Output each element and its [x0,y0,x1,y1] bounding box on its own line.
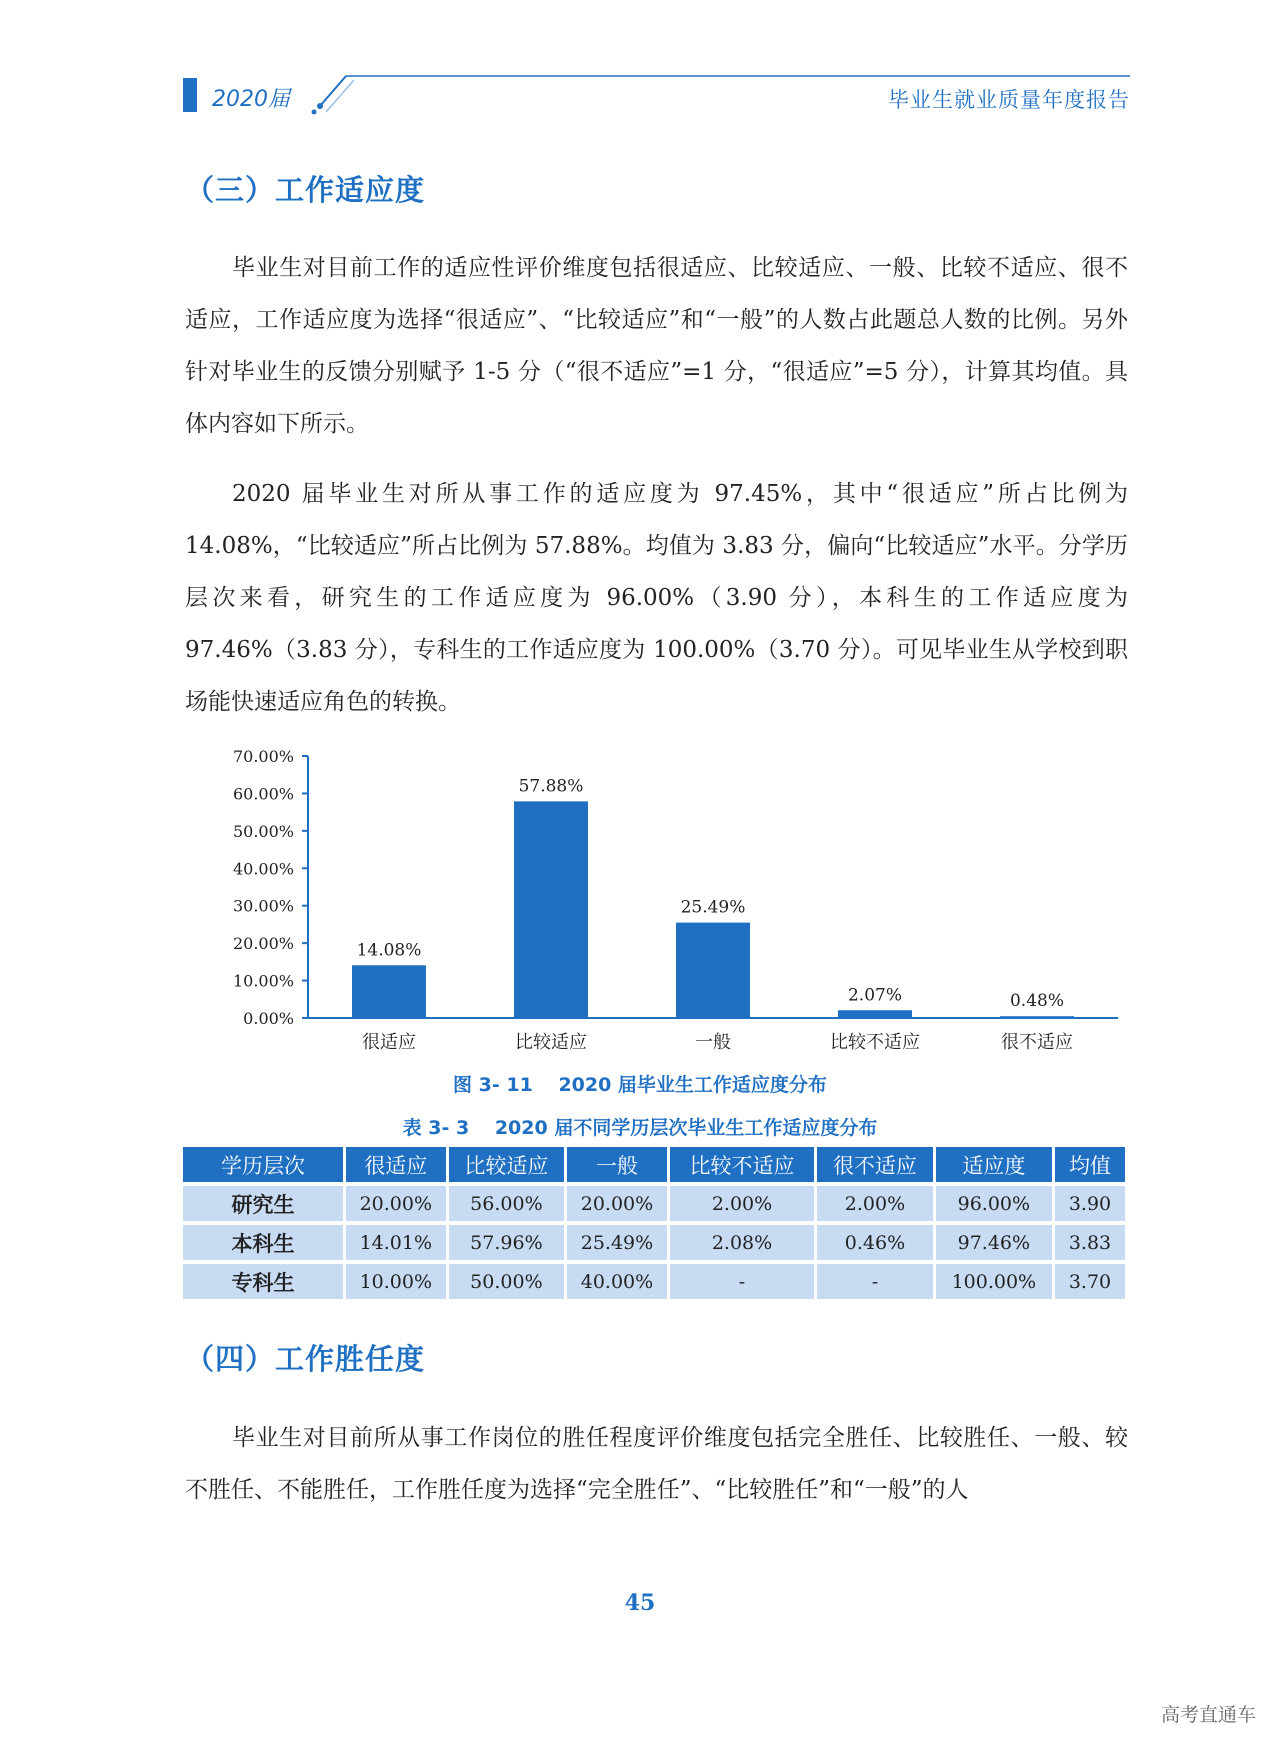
col-header-average: 一般 [567,1147,667,1182]
table-cell: 97.46% [936,1225,1052,1260]
col-header-fairly-adapted: 比较适应 [449,1147,565,1182]
row-label: 研究生 [183,1186,343,1221]
table-cell: 14.01% [346,1225,446,1260]
col-header-very-adapted: 很适应 [346,1147,446,1182]
paragraph-adaptability-definition: 毕业生对目前工作的适应性评价维度包括很适应、比较适应、一般、比较不适应、很不适应，工作适应度为选择“很适应”、“比较适应”和“一般”的人数占此题总人数的比例。另外针对毕业生的反馈分别赋予 1-5 分（“很不适应”=1 分，“很适应”=5 分），计算其均值。具体内容如下所示。 [185,255,1128,437]
col-header-adaptability: 适应度 [936,1147,1052,1182]
figure-caption: 图 3- 11 2020 届毕业生工作适应度分布 [453,1074,827,1096]
x-tick-label: 很不适应 [1001,1032,1073,1053]
col-header-fairly-unadapted: 比较不适应 [670,1147,814,1182]
table-cell: 2.00% [670,1186,814,1221]
table-cell: 20.00% [346,1186,446,1221]
table-cell: 3.90 [1055,1186,1125,1221]
header-year: 2020届 [212,87,290,112]
bar-value-label: 25.49% [680,897,746,918]
table-caption: 表 3- 3 2020 届不同学历层次毕业生工作适应度分布 [402,1117,878,1139]
watermark-text: 高考直通车 [1160,1704,1256,1726]
adaptability-bar-chart [200,740,1130,1060]
y-tick-label: 50.00% [232,821,294,841]
bar-value-label: 2.07% [847,985,903,1006]
bar [676,923,750,1018]
table-cell: 56.00% [449,1186,565,1221]
y-tick-label: 40.00% [232,859,294,879]
bar [1000,1016,1074,1018]
x-tick-label: 一般 [695,1032,731,1053]
table-cell: - [817,1264,933,1299]
section-title-competency: （四）工作胜任度 [185,1342,426,1376]
table-cell: 3.83 [1055,1225,1125,1260]
table-row [183,1186,1125,1221]
x-tick-label: 比较不适应 [830,1032,920,1053]
row-label: 专科生 [183,1264,343,1299]
y-tick-label: 0.00% [243,1009,294,1028]
table-cell: 96.00% [936,1186,1052,1221]
table-row [183,1264,1125,1299]
bar-value-label: 57.88% [518,776,584,797]
bar [838,1010,912,1018]
col-header-very-unadapted: 很不适应 [817,1147,933,1182]
col-header-degree: 学历层次 [183,1147,343,1182]
table-cell: 57.96% [449,1225,565,1260]
section-title-adaptability: （三）工作适应度 [185,173,426,207]
y-tick-label: 30.00% [232,896,294,916]
header-accent-block [183,78,197,112]
bar [514,801,588,1018]
x-tick-label: 很适应 [362,1032,416,1053]
table-cell: 20.00% [567,1186,667,1221]
table-cell: 25.49% [567,1225,667,1260]
adaptability-by-degree-table [180,1143,1128,1303]
bar-value-label: 0.48% [1009,991,1065,1012]
table-cell: 10.00% [346,1264,446,1299]
table-row [183,1225,1125,1260]
paragraph-competency-definition: 毕业生对目前所从事工作岗位的胜任程度评价维度包括完全胜任、比较胜任、一般、较不胜任、不能胜任，工作胜任度为选择“完全胜任”、“比较胜任”和“一般”的人 [185,1425,1128,1503]
y-tick-label: 10.00% [232,971,294,991]
x-tick-label: 比较适应 [515,1032,587,1053]
table-cell: 100.00% [936,1264,1052,1299]
table-cell: 2.08% [670,1225,814,1260]
table-header-row [183,1147,1125,1182]
header-report-title: 毕业生就业质量年度报告 [888,88,1130,112]
y-tick-label: 70.00% [232,747,294,766]
row-label: 本科生 [183,1225,343,1260]
table-cell: 3.70 [1055,1264,1125,1299]
table-cell: 40.00% [567,1264,667,1299]
page-number: 45 [624,1590,656,1616]
table-cell: - [670,1264,814,1299]
table-cell: 50.00% [449,1264,565,1299]
y-tick-label: 20.00% [232,934,294,954]
paragraph-adaptability-results: 2020 届毕业生对所从事工作的适应度为 97.45%，其中“很适应”所占比例为 14.08%，“比较适应”所占比例为 57.88%。均值为 3.83 分，偏向“比较适应”水平。分学历层次来看，研究生的工作适应度为 96.00%（3.90 分），本科生的工作适应度为 97.46%（3.83 分），专科生的工作适应度为 100.00%（3.70 分）。可见毕业生从学校到职场能快速适应角色的转换。 [185,481,1128,715]
col-header-mean: 均值 [1055,1147,1125,1182]
table-cell: 0.46% [817,1225,933,1260]
bar [352,965,426,1018]
y-tick-label: 60.00% [232,784,294,804]
bar-value-label: 14.08% [356,940,422,961]
table-cell: 2.00% [817,1186,933,1221]
